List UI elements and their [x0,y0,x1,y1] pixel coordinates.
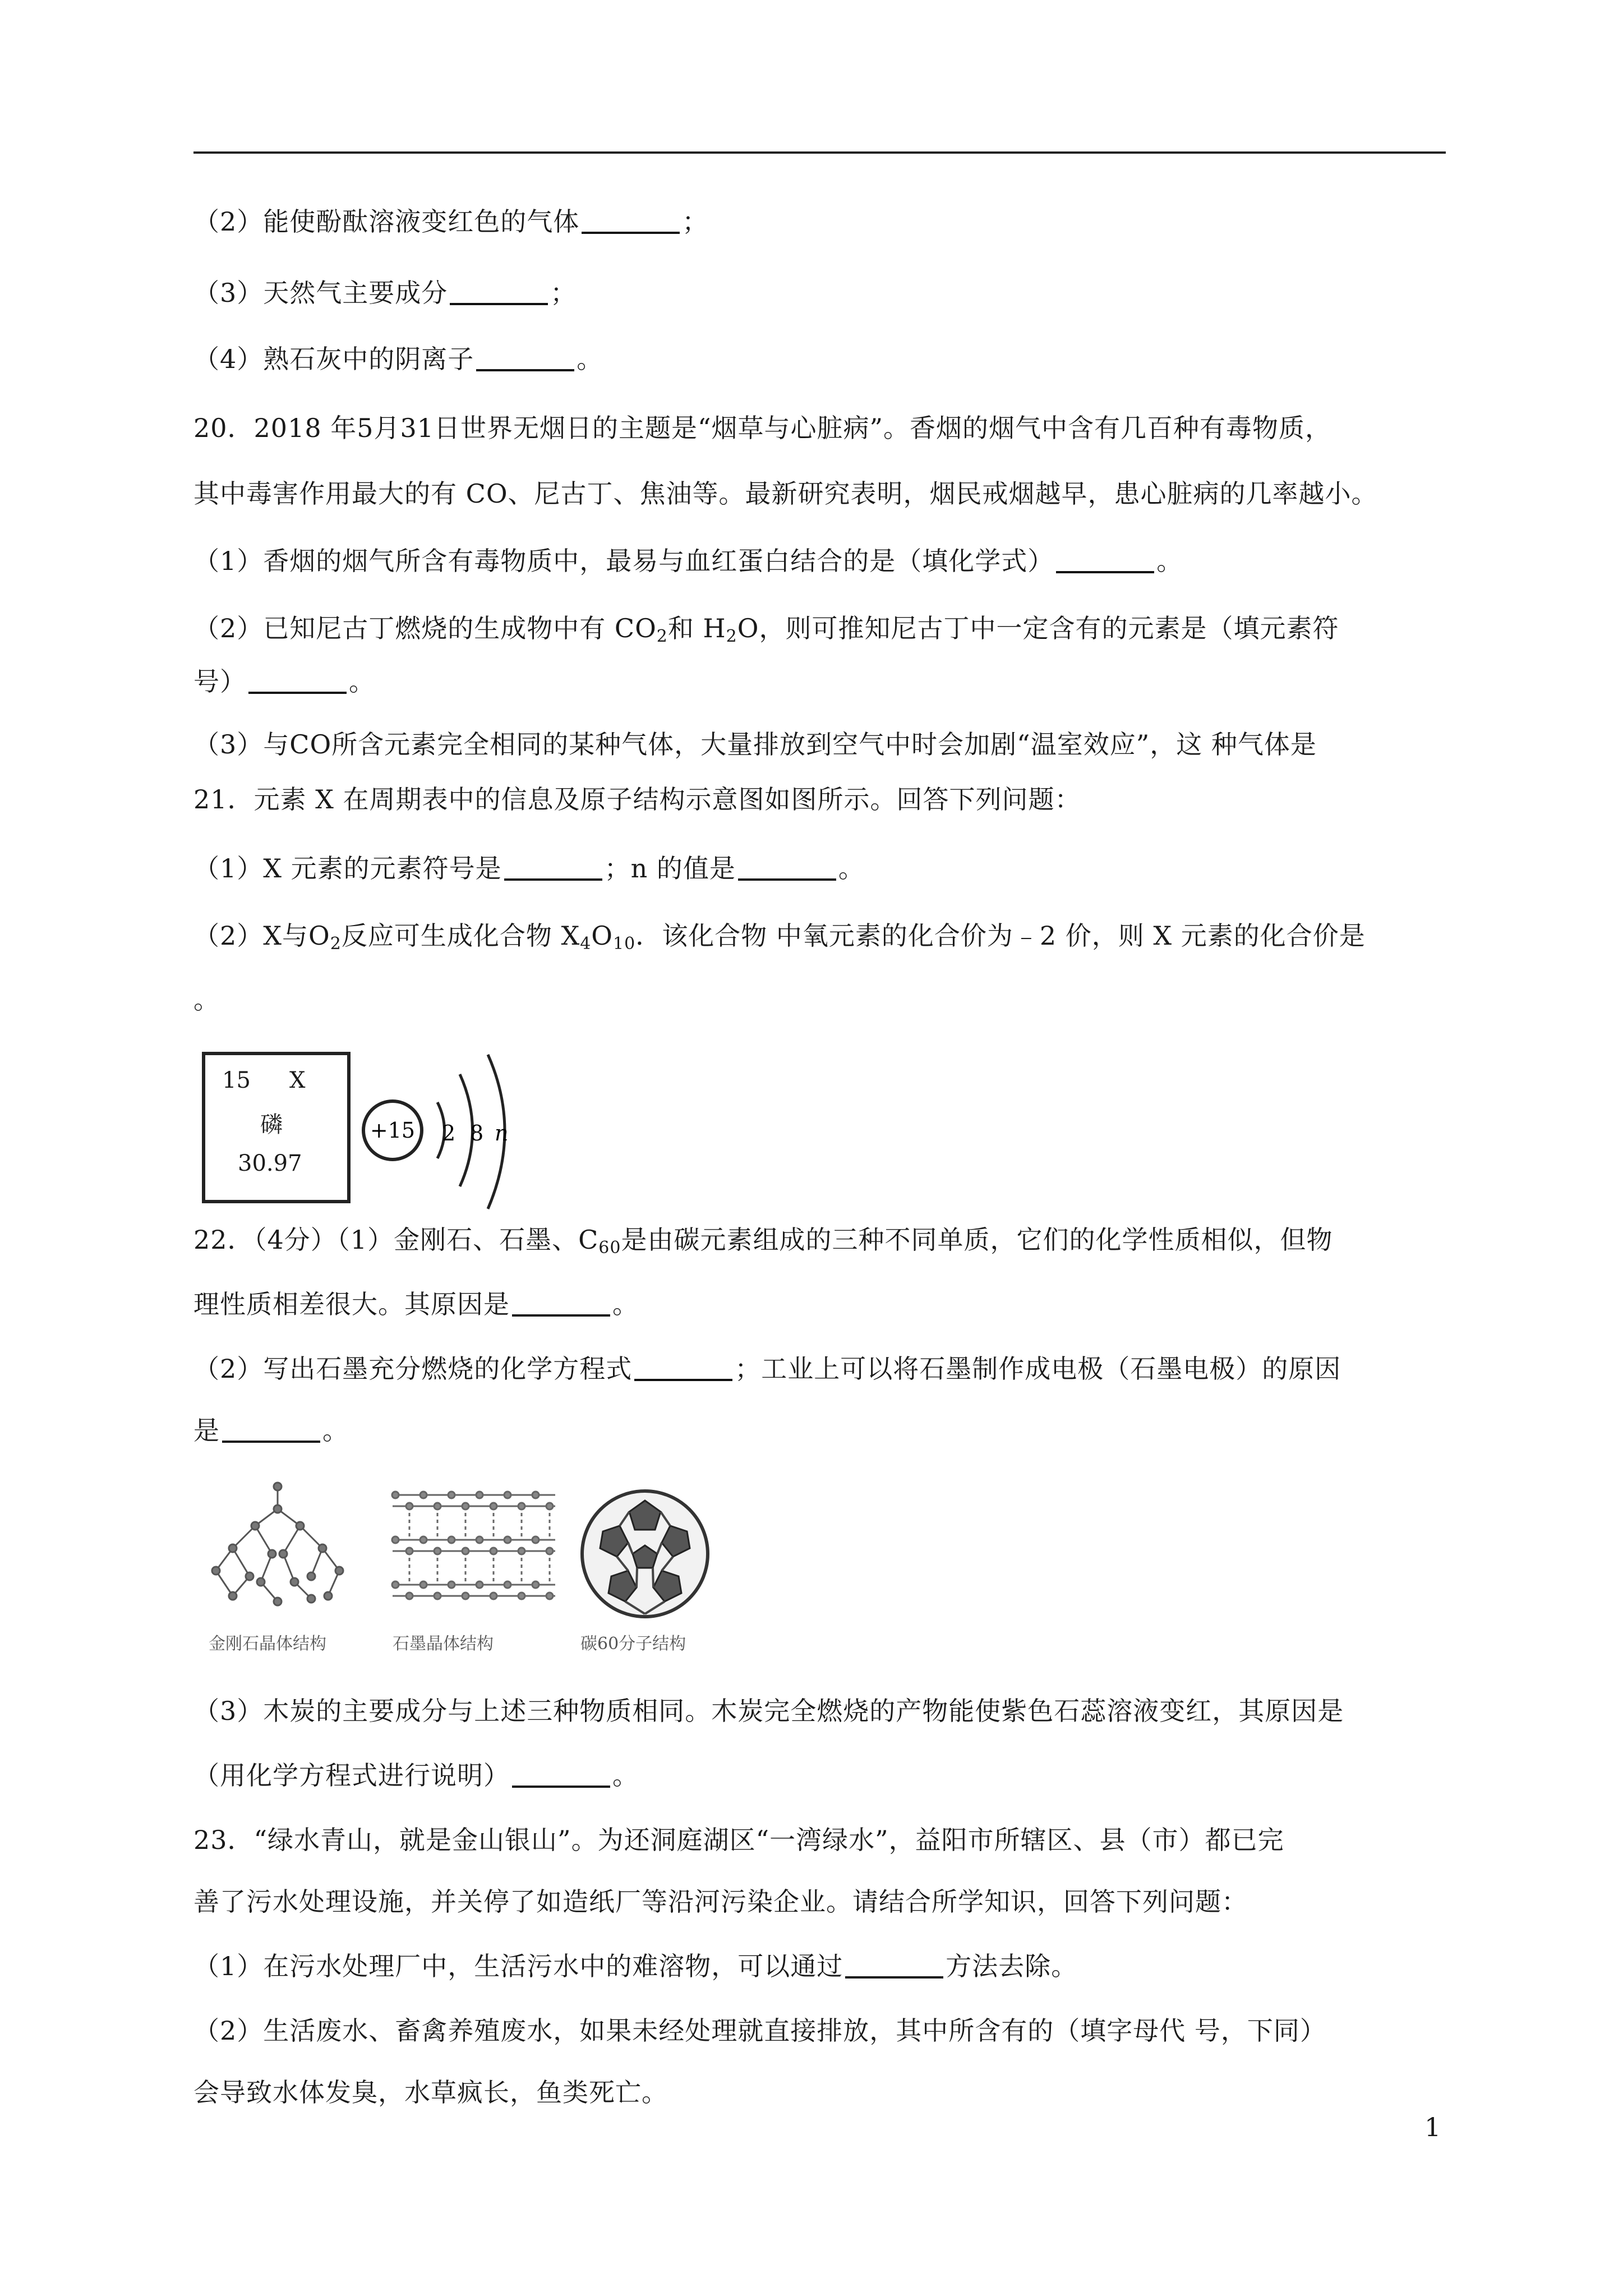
c60-caption: 碳60分子结构 [580,1634,686,1654]
q23-item-1: （1）在污水处理厂中，生活污水中的难溶物，可以通过 方法去除。 [193,1951,1078,1981]
shell-2-electrons: 8 [470,1121,484,1145]
q19-item-2: （2）能使酚酞溶液变红色的气体 ； [193,206,709,237]
diamond-caption: 金刚石晶体结构 [209,1634,326,1654]
q23-stem-1: 23．“绿水青山，就是金山银山”。为还洞庭湖区“一湾绿水”，益阳市所辖区、县（市）都已完 [193,1825,1284,1855]
answer-blank[interactable] [450,278,548,305]
header-rule [193,151,1446,154]
q21-item-1: （1）X 元素的元素符号是 ；n 的值是 。 [193,853,865,884]
answer-blank[interactable] [738,854,836,881]
q21-stem: 21．元素 X 在周期表中的信息及原子结构示意图如图所示。回答下列问题： [193,784,1081,815]
q23-item-2: （2）生活废水、畜禽养殖废水，如果未经处理就直接排放，其中所含有的（填字母代 号，下同） [193,2016,1326,2046]
answer-blank[interactable] [1056,546,1154,573]
answer-blank[interactable] [476,344,574,371]
q22-stem-2: 理性质相差很大。其原因是 。 [193,1289,639,1319]
answer-blank[interactable] [512,1761,610,1788]
q23-stem-2: 善了污水处理设施，并关停了如造纸厂等沿河污染企业。请结合所学知识，回答下列问题： [193,1887,1248,1917]
c60-structure-figure [572,1484,718,1624]
q20-item-1: （1）香烟的烟气所含有毒物质中，最易与血红蛋白结合的是（填化学式） 。 [193,546,1183,576]
q20-item-3: （3）与CO所含元素完全相同的某种气体，大量排放到空气中时会加剧“温室效应”，这 种气体是 [193,729,1317,760]
q21-item-2-cont: 。 [193,984,220,1015]
answer-blank[interactable] [582,207,680,234]
answer-blank[interactable] [248,667,347,694]
shell-3-electrons: n [495,1121,509,1145]
q22-item-3: （3）木炭的主要成分与上述三种物质相同。木炭完全燃烧的产物能使紫色石蕊溶液变红，其原因是 [193,1696,1344,1726]
q19-item-4: （4）熟石灰中的阴离子 。 [193,344,603,374]
q23-item-2-cont: 会导致水体发臭，水草疯长，鱼类死亡。 [193,2077,668,2108]
graphite-structure-figure [387,1484,561,1618]
answer-blank[interactable] [634,1354,732,1381]
q20-item-2: （2）已知尼古丁燃烧的生成物中有 $CO_2$和 $H_2O$，则可推知尼古丁中一定含有的元素是（填元素符 [193,613,1339,646]
atomic-number: 15 [222,1068,251,1093]
q20-stem-1: 20．2018 年5月31日世界无烟日的主题是“烟草与心脏病”。香烟的烟气中含有几百种有毒物质， [193,413,1332,443]
q20-stem-2: 其中毒害作用最大的有 CO、尼古丁、焦油等。最新研究表明，烟民戒烟越早，患心脏病的几率越小。 [193,478,1378,509]
atom-structure-diagram [353,1041,522,1226]
answer-blank[interactable] [512,1290,610,1317]
q22-item-2-cont: 是 。 [193,1415,349,1446]
q22-item-3-cont: （用化学方程式进行说明） 。 [193,1760,639,1791]
nucleus-charge: +15 [370,1118,416,1143]
element-card [202,1052,351,1203]
answer-blank[interactable] [845,1952,943,1978]
q22-stem-1: 22．（4分）（1）金刚石、石墨、$C_{60}$是由碳元素组成的三种不同单质，它们的化学性质相似，但物 [193,1225,1333,1258]
answer-blank[interactable] [504,854,602,881]
diamond-structure-figure [199,1475,367,1627]
q21-item-2: （2）X与$O_2$反应可生成化合物 $X_4O_{10}$．该化合物 中氧元素的化合价为﹣2 价，则 X 元素的化合价是 [193,921,1366,954]
q20-item-2-cont: 号） 。 [193,666,375,697]
shell-1-electrons: 2 [442,1121,456,1145]
atomic-mass: 30.97 [238,1151,302,1176]
answer-blank[interactable] [222,1416,320,1443]
graphite-caption: 石墨晶体结构 [393,1634,494,1654]
page-number: 1 [1424,2112,1441,2142]
q19-item-3: （3）天然气主要成分 ； [193,278,577,308]
element-name: 磷 [260,1112,283,1138]
element-symbol: X [289,1068,306,1093]
q22-item-2: （2）写出石墨充分燃烧的化学方程式 ；工业上可以将石墨制作成电极（石墨电极）的原因 [193,1354,1341,1384]
